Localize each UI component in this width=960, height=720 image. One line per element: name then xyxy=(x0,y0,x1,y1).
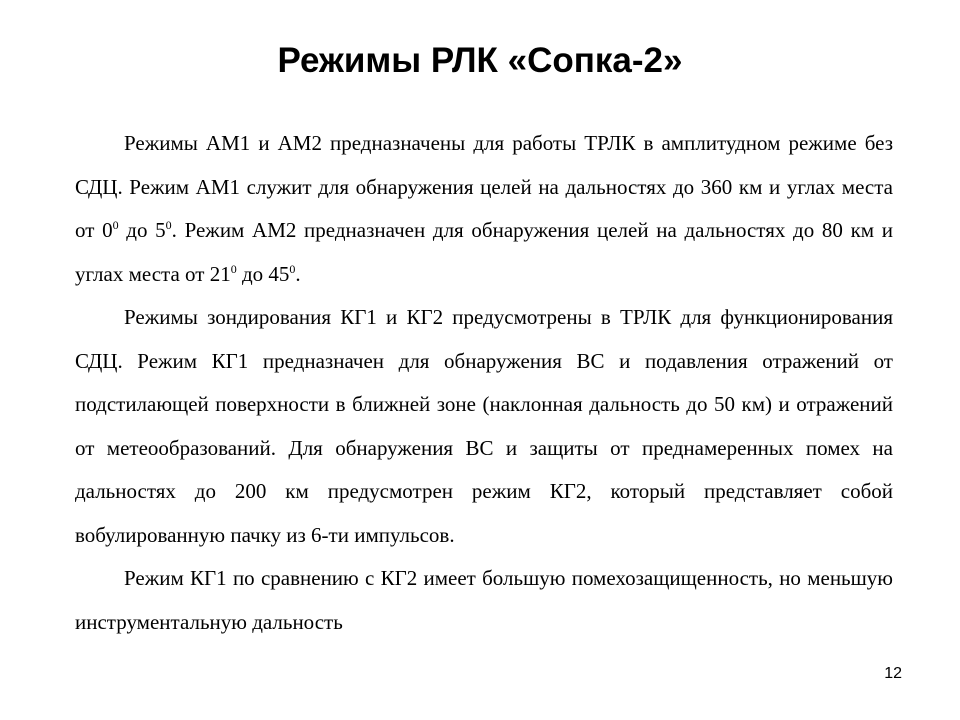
paragraph-kg-comparison: Режим КГ1 по сравнению с КГ2 имеет большую помехозащищенность, но меньшую инструментальную дальность xyxy=(75,566,893,634)
text-segment: . Режим АМ2 предназначен для обнаружения целей на дальностях до 80 км и углах места от 21 xyxy=(75,218,894,286)
degree-superscript: 0 xyxy=(165,218,172,232)
text-segment: до 45 xyxy=(236,261,290,286)
text-segment: до 5 xyxy=(118,218,166,242)
degree-superscript: 0 xyxy=(230,261,237,276)
slide-title: Режимы РЛК «Сопка-2» xyxy=(277,41,683,80)
text-segment: . xyxy=(295,261,301,286)
paragraph-am-modes xyxy=(75,122,893,296)
degree-superscript: 0 xyxy=(289,261,296,276)
paragraph-kg-modes: Режимы зондирования КГ1 и КГ2 предусмотрены в ТРЛК для функционирования СДЦ. Режим КГ1 предназначен для обнаружения ВС и подавления отражений от подстилающей поверхности в ближней зоне (наклонная дальность до 50 км) и отражений от метеообразований. Для обнаружения ВС и защиты от преднамеренных помех на дальностях до 200 км предусмотрен режим КГ2, который представляет собой вобулированную пачку из 6-ти импульсов. xyxy=(75,305,893,547)
degree-superscript: 0 xyxy=(112,218,119,232)
page-number: 12 xyxy=(884,665,902,682)
slide-body xyxy=(75,122,893,644)
text-segment: Режимы АМ1 и АМ2 предназначены для работы ТРЛК в амплитудном режиме без СДЦ. Режим АМ1 служит для обнаружения целей на дальностях до 360 км и углах места от 0 xyxy=(75,131,893,242)
